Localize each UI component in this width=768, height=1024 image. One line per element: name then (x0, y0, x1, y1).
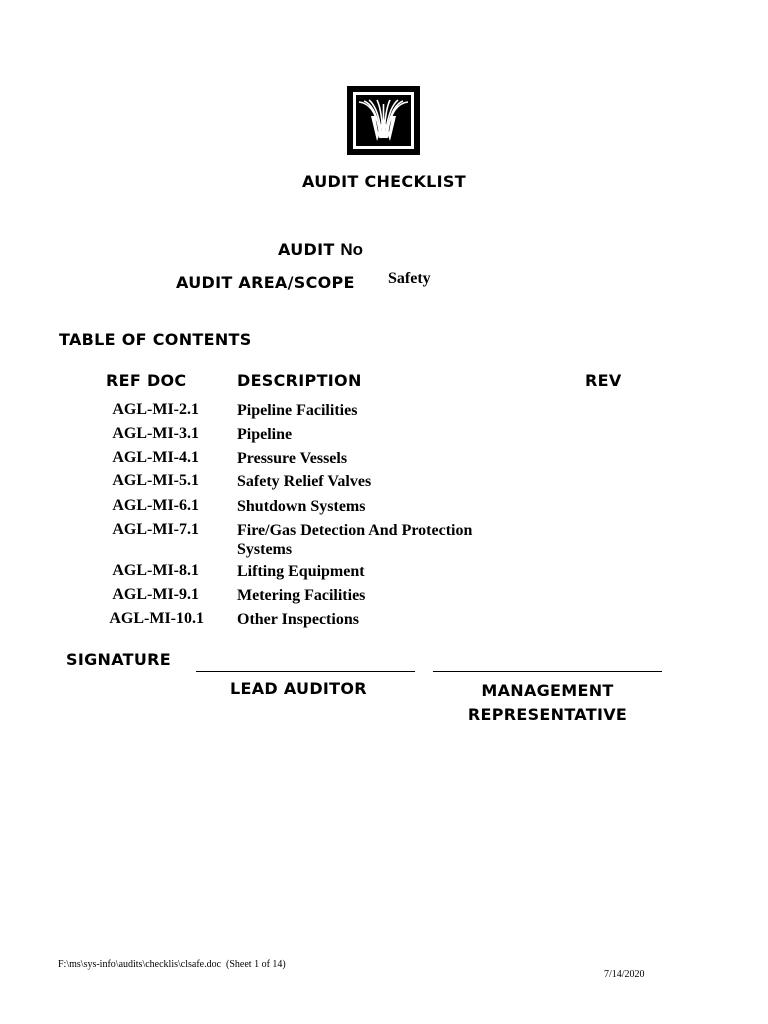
footer-file-path: F:\ms\sys-info\audits\checklis\clsafe.doc (Sheet 1 of 14) (58, 959, 286, 970)
table-row-ref: AGL-MI-7.1 (112, 521, 199, 538)
table-row-description: Pipeline Facilities (237, 402, 358, 419)
table-row-description: Other Inspections (237, 611, 359, 628)
table-row-description: Safety Relief Valves (237, 473, 372, 490)
table-row-ref: AGL-MI-4.1 (112, 449, 199, 466)
table-row-description: Shutdown Systems (237, 498, 366, 515)
table-row-description: Fire/Gas Detection And Protection Systems (237, 522, 473, 558)
table-row-description: Pressure Vessels (237, 450, 348, 467)
toc-heading: TABLE OF CONTENTS (59, 330, 252, 349)
management-signature-line (433, 671, 662, 672)
audit-scope-label: AUDIT AREA/SCOPE (176, 273, 355, 292)
table-row-description: Lifting Equipment (237, 563, 365, 580)
column-header-ref-doc: REF DOC (106, 371, 187, 390)
audit-no-label (278, 240, 363, 260)
footer-date: 7/14/2020 (604, 969, 645, 980)
table-row-ref: AGL-MI-6.1 (112, 497, 199, 514)
lead-auditor-label: LEAD AUDITOR (230, 679, 367, 698)
column-header-rev: REV (585, 371, 622, 390)
table-row-ref: AGL-MI-8.1 (112, 562, 199, 579)
table-row-description: Pipeline (237, 426, 293, 443)
audit-scope-value: Safety (388, 270, 431, 287)
audit-no-label-prefix: AUDIT (278, 240, 335, 259)
management-representative-label: MANAGEMENT REPRESENTATIVE (467, 681, 628, 724)
lead-auditor-signature-line (196, 671, 415, 672)
company-logo-icon (347, 86, 420, 155)
table-row-ref: AGL-MI-10.1 (109, 610, 204, 627)
audit-no-label-suffix: No (340, 240, 364, 259)
document-title: AUDIT CHECKLIST (302, 172, 466, 191)
table-row-ref: AGL-MI-2.1 (112, 401, 199, 418)
table-row-description: Metering Facilities (237, 587, 366, 604)
table-row-ref: AGL-MI-5.1 (112, 472, 199, 489)
table-row-ref: AGL-MI-3.1 (112, 425, 199, 442)
signature-label: SIGNATURE (66, 650, 171, 669)
column-header-description: DESCRIPTION (237, 371, 362, 390)
table-row-ref: AGL-MI-9.1 (112, 586, 199, 603)
